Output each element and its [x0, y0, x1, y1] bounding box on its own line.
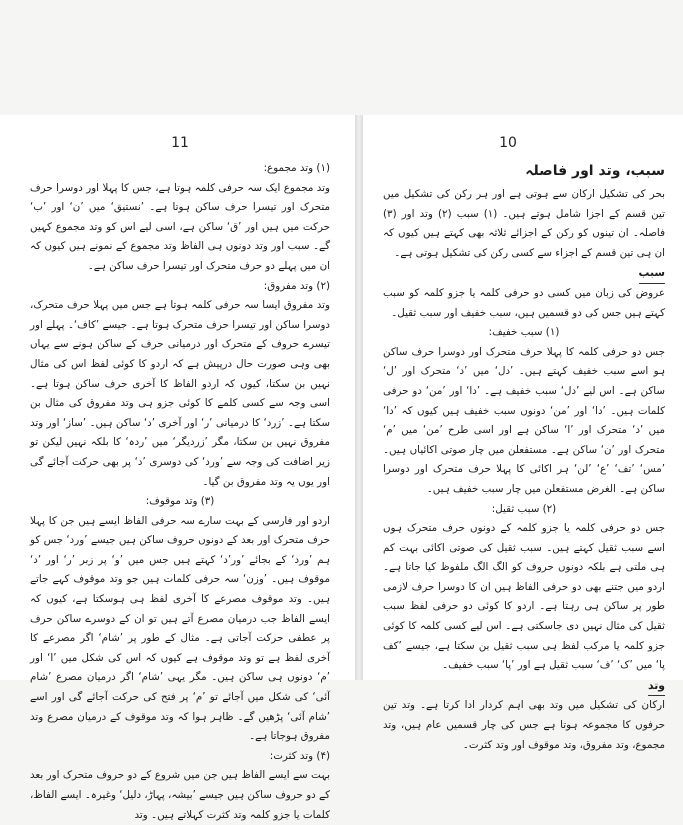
- book-spine: [355, 115, 363, 680]
- subsection-label: (۱) وتد مجموع:: [263, 162, 330, 174]
- page-number: 10: [499, 135, 517, 151]
- paragraph: وتد مفروق ایسا سہ حرفی کلمہ ہوتا ہے جس میں پہلا حرف متحرک، دوسرا ساکن اور تیسرا حرف متحرک ہوتا ہے۔ جیسے ’کاف‘۔ پہلے اور تیسرے حروف کے متحرک اور درمیانی حرف کے ساکن ہونے سے یہاں بھی وہی صورت حال درپیش ہے کہ اردو کا کوئی لفظ اس کی مثال نہیں بن سکتا، کیوں کہ اردو الفاظ کا آخری حرف ساکن ہوتا ہے۔ اسی وجہ سے کسی کلمے کا کوئی جزو ہی وتد مفروق کی مثال بن سکتا ہے۔ ’زرد‘ کا درمیانی ’ر‘ اور آخری ’د‘ ساکن ہیں۔ ’ساز‘ اور وتد مفروق نہیں بن سکتا، مگر ’زردیگر‘ میں ’ردہ‘ کا بلکہ نہیں لیکن تو زیر اضافت کی وجہ سے ’ورد‘ کی دوسری ’د‘ پر بھی حرکت آجائے گی اور یوں یہ وتد مفروق بن گیا۔: [30, 299, 330, 488]
- section-heading: سبب: [639, 263, 665, 284]
- right-page-text: [383, 159, 665, 755]
- section-heading-wrap: [383, 676, 665, 697]
- paragraph: وتد مجموع ایک سہ حرفی کلمہ ہوتا ہے، جس کا پہلا اور دوسرا حرف متحرک اور تیسرا حرف ساکن ہوتا ہے۔ ’نستیق‘ میں ’ن‘ اور ’ب‘ حرکت میں ہیں اور ’ق‘ ساکن ہے، اسی لیے اس کو وتد مجموع کہیں گے۔ سبب اور وتد دونوں ہی الفاظ وتد مجموع کے نمونے ہیں کیوں کہ ان میں پہلے دو حرف متحرک اور تیسرا حرف ساکن ہے۔: [30, 181, 330, 272]
- paragraph: بحر کی تشکیل ارکان سے ہوتی ہے اور ہر رکن کی تشکیل میں تین قسم کے اجزا شامل ہوتے ہیں۔ (۱) سبب (۲) وتد اور (۳) فاصلہ۔ ان تینوں کو رکن کے اجزائے ثلاثہ بھی کہتے ہیں کیوں کہ ان ہی تین قسم کے اجزاء سے کسی رکن کی تشکیل ہوتی ہے۔: [383, 188, 665, 259]
- paragraph: ارکان کی تشکیل میں وتد بھی اہم کردار ادا کرتا ہے۔ وتد تین حرفوں کا مجموعہ ہوتا ہے جس کی چار قسمیں عام ہیں، وتد مجموع، وتد مفروق، وتد موقوف اور وتد کثرت۔: [383, 699, 665, 751]
- paragraph: اردو اور فارسی کے بہت سارے سہ حرفی الفاظ ایسے ہیں جن کا پہلا حرف متحرک اور بعد کے دونوں حروف ساکن ہیں جیسے ’ورد‘ جس کو ہم ’ورد‘ کے بجائے ’ور’د‘ کہتے ہیں جس میں ’و‘ پر زبر ’ر‘ اور ’د‘ موقوف ہیں۔ ’وزن‘ سہ حرفی کلمات ہیں جو وتد موقوف کہے جاتے ہیں۔ وتد موقوف مصرعے کا آخری لفظ ہی ہوسکتا ہے، کیوں کہ ایسے الفاظ جب درمیان مصرع آتے ہیں تو ان کے دوسرے ساکن حرف پر عطفی حرکت آجاتی ہے۔ مثال کے طور پر ’شام‘ اگر مصرعے کا آخری لفظ ہے تو وتد موقوف ہے کیوں کہ اس کی شکل میں ’ا‘ اور ’م‘ دونوں ہی ساکن ہیں۔ مگر یہی ’شام‘ اگر درمیان مصرع ’شام آئی‘ کی شکل میں آجائے تو ’م‘ پر فتح کی حرکت آجائے گی اور اسے ’شام آئی‘ پڑھیں گے۔ ظاہر ہوا کہ وتد موقوف کے درمیان مصرع وتد مفروق ہوجاتا ہے۔: [30, 514, 330, 743]
- section-heading-wrap: [383, 263, 665, 284]
- subsection-label: (۲) سبب ثقیل:: [491, 502, 557, 515]
- subsection-label: (۱) سبب خفیف:: [488, 326, 560, 339]
- page-heading: سبب، وتد اور فاصلہ: [525, 163, 665, 179]
- paragraph: عروض کی زبان میں کسی دو حرفی کلمہ یا جزو کلمہ کو سبب کہتے ہیں جس کی دو قسمیں ہیں، سبب خفیف اور سبب ثقیل۔: [383, 286, 665, 319]
- section-heading: وتد: [648, 676, 665, 697]
- paragraph: جس دو حرفی کلمہ کا پہلا حرف متحرک اور دوسرا حرف ساکن ہو اسے سبب خفیف کہتے ہیں۔ ’دل‘ میں ’د‘ متحرک اور ’ل‘ ساکن ہے۔ اس لیے ’دل‘ سبب خفیف ہے۔ ’دا‘ اور ’من‘ دو حرفی کلمات ہیں۔ ’دا‘ اور ’من‘ دونوں سبب خفیف ہیں کیوں کہ ’دا‘ میں ’د‘ متحرک اور ’ا‘ ساکن ہے اور اسی طرح ’من‘ میں ’م‘ متحرک اور ’ن‘ ساکن ہے۔ مستفعلن میں چار صوتی اکائیاں ہیں۔ ’مس‘ ’تف‘ ’ع‘ ’لن‘ ہر اکائی کا پہلا حرف متحرک اور دوسرا ساکن ہے۔ الغرض مستفعلن میں چار سبب خفیف ہیں۔: [383, 345, 665, 495]
- left-page-text: [30, 159, 330, 825]
- paragraph: جس دو حرفی کلمہ یا جزو کلمہ کے دونوں حرف متحرک ہوں اسے سبب ثقیل کہتے ہیں۔ سبب ثقیل کی صوتی اکائی بہت کم ہی ملتی ہے بلکہ دونوں حروف کو الگ الگ ملفوظ کیا جاتا ہے۔ اردو میں جتنے بھی دو حرفی الفاظ ہیں ان کا دوسرا حرف لازمی طور پر ساکن ہی رہتا ہے۔ اردو کا کوئی دو حرفی لفظ سبب ثقیل کی مثال نہیں دی جاسکتی ہے۔ اس لیے کسی کلمہ کا کوئی جزو کلمہ یا مرکب لفظ ہی سبب ثقیل بن سکتا ہے، جیسے ’کف پا‘ میں ’ک‘ ’ف‘ سبب ثقیل ہے اور ’پا‘ سبب خفیف۔: [383, 522, 665, 672]
- paragraph: بہت سے ایسے الفاظ ہیں جن میں شروع کے دو حروف متحرک اور بعد کے دو حروف ساکن ہیں جیسے ’بیشہ، پہاڑ، دلیل‘ وغیرہ۔ ایسے الفاظ، کلمات یا جزو کلمہ وتد کثرت کہلاتے ہیں۔ وتد: [30, 769, 330, 821]
- right-page: [363, 115, 683, 751]
- subsection-label: (۴) وتد کثرت:: [269, 749, 330, 762]
- page-number: 11: [171, 135, 189, 151]
- subsection-label: (۲) وتد مفروق:: [263, 279, 330, 292]
- subsection-label: (۳) وتد موقوف:: [145, 495, 215, 508]
- left-page: [0, 115, 355, 821]
